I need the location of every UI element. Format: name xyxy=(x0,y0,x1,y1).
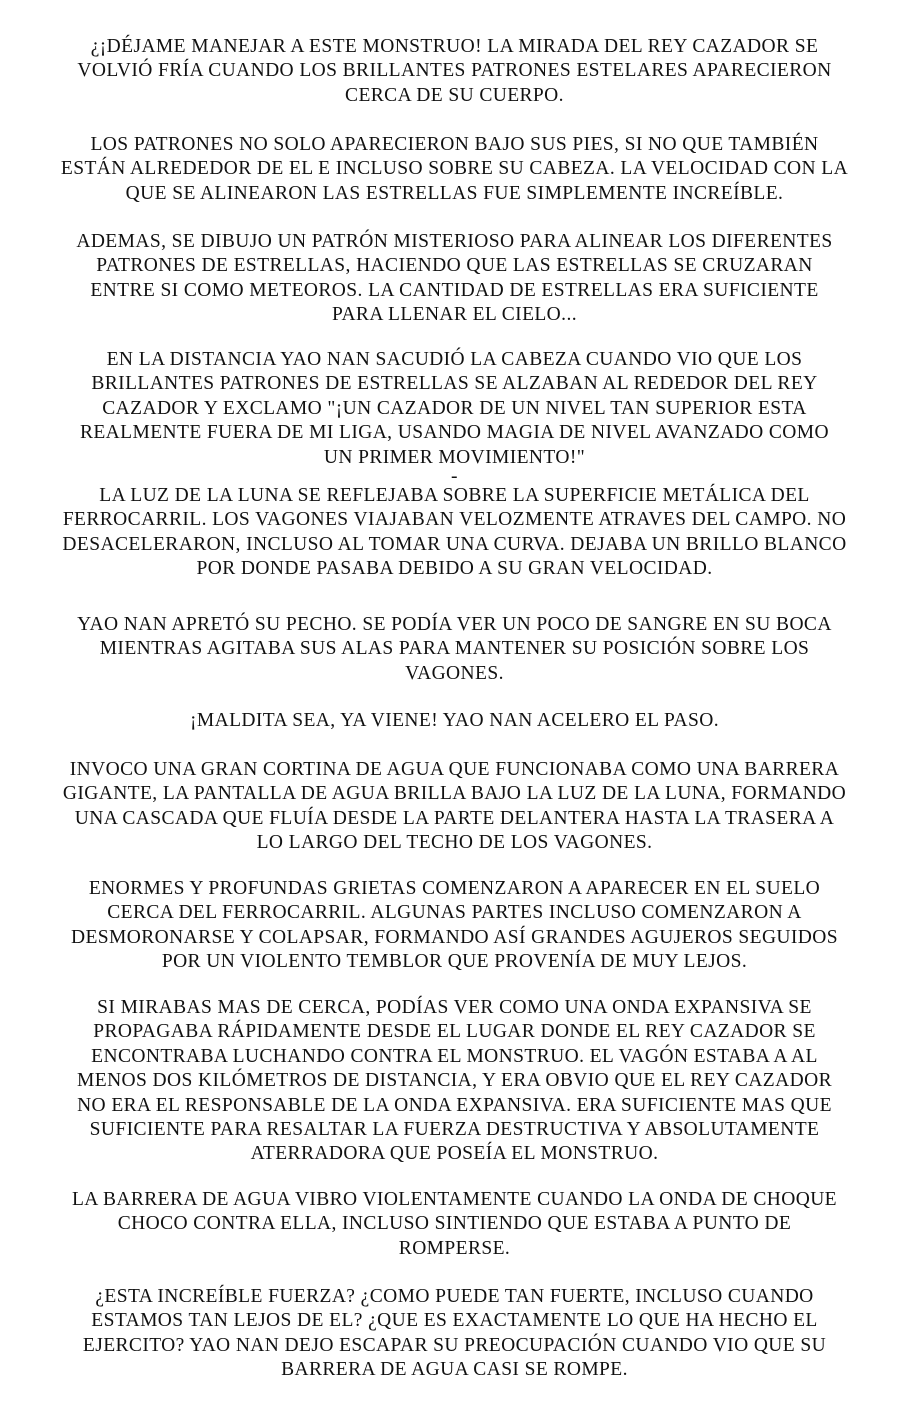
paragraph xyxy=(30,133,879,206)
paragraph xyxy=(30,996,879,1167)
text-line: QUE SE ALINEARON LAS ESTRELLAS FUE SIMPLEMENTE INCREÍBLE. xyxy=(125,182,784,204)
text-line: PATRONES DE ESTRELLAS, HACIENDO QUE LAS ESTRELLAS SE CRUZARAN xyxy=(96,255,813,277)
text-line: ROMPERSE. xyxy=(398,1237,511,1259)
text-line: CERCA DE SU CUERPO. xyxy=(345,84,564,106)
text-line: ESTAMOS TAN LEJOS DE EL? ¿QUE ES EXACTAMENTE LO QUE HA HECHO EL xyxy=(91,1310,818,1332)
text-line: GIGANTE, LA PANTALLA DE AGUA BRILLA BAJO LA LUZ DE LA LUNA, FORMANDO xyxy=(62,783,847,805)
text-line: PARA LLENAR EL CIELO... xyxy=(331,304,577,326)
text-line: NO ERA EL RESPONSABLE DE LA ONDA EXPANSIVA. ERA SUFICIENTE MAS QUE xyxy=(77,1094,832,1116)
text-line: POR UN VIOLENTO TEMBLOR QUE PROVENÍA DE MUY LEJOS. xyxy=(161,951,748,973)
text-line: ATERRADORA QUE POSEÍA EL MONSTRUO. xyxy=(250,1143,659,1165)
text-line: LA BARRERA DE AGUA VIBRO VIOLENTAMENTE CUANDO LA ONDA DE CHOQUE xyxy=(71,1189,837,1210)
text-line: LOS PATRONES NO SOLO APARECIERON BAJO SUS PIES, SI NO QUE TAMBIÉN xyxy=(90,134,819,155)
paragraph xyxy=(30,758,879,856)
text-line: POR DONDE PASABA DEBIDO A SU GRAN VELOCIDAD. xyxy=(196,558,713,580)
paragraph xyxy=(30,1188,879,1261)
paragraph xyxy=(30,877,879,975)
paragraph xyxy=(30,348,879,582)
text-line: ADEMAS, SE DIBUJO UN PATRÓN MISTERIOSO PARA ALINEAR LOS DIFERENTES xyxy=(76,231,833,252)
section-divider: - xyxy=(451,466,458,488)
text-line: ¿ESTA INCREÍBLE FUERZA? ¿COMO PUEDE TAN FUERTE, INCLUSO CUANDO xyxy=(95,1286,814,1307)
paragraph xyxy=(30,35,879,108)
text-line: EJERCITO? YAO NAN DEJO ESCAPAR SU PREOCUPACIÓN CUANDO VIO QUE SU xyxy=(82,1334,827,1356)
text-line: DESACELERARON, INCLUSO AL TOMAR UNA CURVA. DEJABA UN BRILLO BLANCO xyxy=(62,533,847,555)
text-line: BARRERA DE AGUA CASI SE ROMPE. xyxy=(281,1359,628,1381)
text-line: MENOS DOS KILÓMETROS DE DISTANCIA, Y ERA OBVIO QUE EL REY CAZADOR xyxy=(77,1070,832,1092)
text-line: INVOCO UNA GRAN CORTINA DE AGUA QUE FUNCIONABA COMO UNA BARRERA xyxy=(69,759,840,780)
text-line: VAGONES. xyxy=(405,662,504,684)
text-line: UN PRIMER MOVIMIENTO!" xyxy=(323,446,586,468)
text-line: MIENTRAS AGITABA SUS ALAS PARA MANTENER SU POSICIÓN SOBRE LOS xyxy=(99,638,810,660)
text-line: CERCA DEL FERROCARRIL. ALGUNAS PARTES INCLUSO COMENZARON A xyxy=(107,902,802,924)
text-line: FERROCARRIL. LOS VAGONES VIAJABAN VELOZMENTE ATRAVES DEL CAMPO. NO xyxy=(62,509,847,531)
text-line: REALMENTE FUERA DE MI LIGA, USANDO MAGIA DE NIVEL AVANZADO COMO xyxy=(79,422,830,444)
paragraph xyxy=(30,613,879,686)
text-line: SUFICIENTE PARA RESALTAR LA FUERZA DESTRUCTIVA Y ABSOLUTAMENTE xyxy=(89,1119,820,1141)
paragraph xyxy=(30,230,879,328)
text-line: ESTÁN ALREDEDOR DE EL E INCLUSO SOBRE SU CABEZA. LA VELOCIDAD CON LA xyxy=(60,158,849,180)
text-line: LA LUZ DE LA LUNA SE REFLEJABA SOBRE LA SUPERFICIE METÁLICA DEL xyxy=(99,485,810,507)
text-line: EN LA DISTANCIA YAO NAN SACUDIÓ LA CABEZA CUANDO VIO QUE LOS xyxy=(106,349,803,370)
text-line: VOLVIÓ FRÍA CUANDO LOS BRILLANTES PATRONES ESTELARES APARECIERON xyxy=(77,60,832,82)
text-line: LO LARGO DEL TECHO DE LOS VAGONES. xyxy=(256,832,653,854)
text-line: ¡MALDITA SEA, YA VIENE! YAO NAN ACELERO EL PASO. xyxy=(190,710,719,731)
text-line: DESMORONARSE Y COLAPSAR, FORMANDO ASÍ GRANDES AGUJEROS SEGUIDOS xyxy=(70,926,839,948)
text-line: ¿¡DÉJAME MANEJAR A ESTE MONSTRUO! LA MIRADA DEL REY CAZADOR SE xyxy=(90,36,819,57)
paragraph xyxy=(30,1285,879,1383)
text-line: CAZADOR Y EXCLAMO "¡UN CAZADOR DE UN NIVEL TAN SUPERIOR ESTA xyxy=(102,397,807,419)
text-line: BRILLANTES PATRONES DE ESTRELLAS SE ALZABAN AL REDEDOR DEL REY xyxy=(91,373,818,395)
text-line: UNA CASCADA QUE FLUÍA DESDE LA PARTE DELANTERA HASTA LA TRASERA A xyxy=(74,807,835,829)
text-line: SI MIRABAS MAS DE CERCA, PODÍAS VER COMO UNA ONDA EXPANSIVA SE xyxy=(97,997,812,1018)
text-line: ENORMES Y PROFUNDAS GRIETAS COMENZARON A APARECER EN EL SUELO xyxy=(88,878,821,899)
text-line: CHOCO CONTRA ELLA, INCLUSO SINTIENDO QUE ESTABA A PUNTO DE xyxy=(117,1213,792,1235)
text-line: PROPAGABA RÁPIDAMENTE DESDE EL LUGAR DONDE EL REY CAZADOR SE xyxy=(93,1021,816,1043)
text-line: ENCONTRABA LUCHANDO CONTRA EL MONSTRUO. EL VAGÓN ESTABA A AL xyxy=(91,1045,818,1067)
text-line: YAO NAN APRETÓ SU PECHO. SE PODÍA VER UN POCO DE SANGRE EN SU BOCA xyxy=(77,614,832,635)
text-line: ENTRE SI COMO METEOROS. LA CANTIDAD DE ESTRELLAS ERA SUFICIENTE xyxy=(90,279,819,301)
paragraph xyxy=(30,709,879,733)
